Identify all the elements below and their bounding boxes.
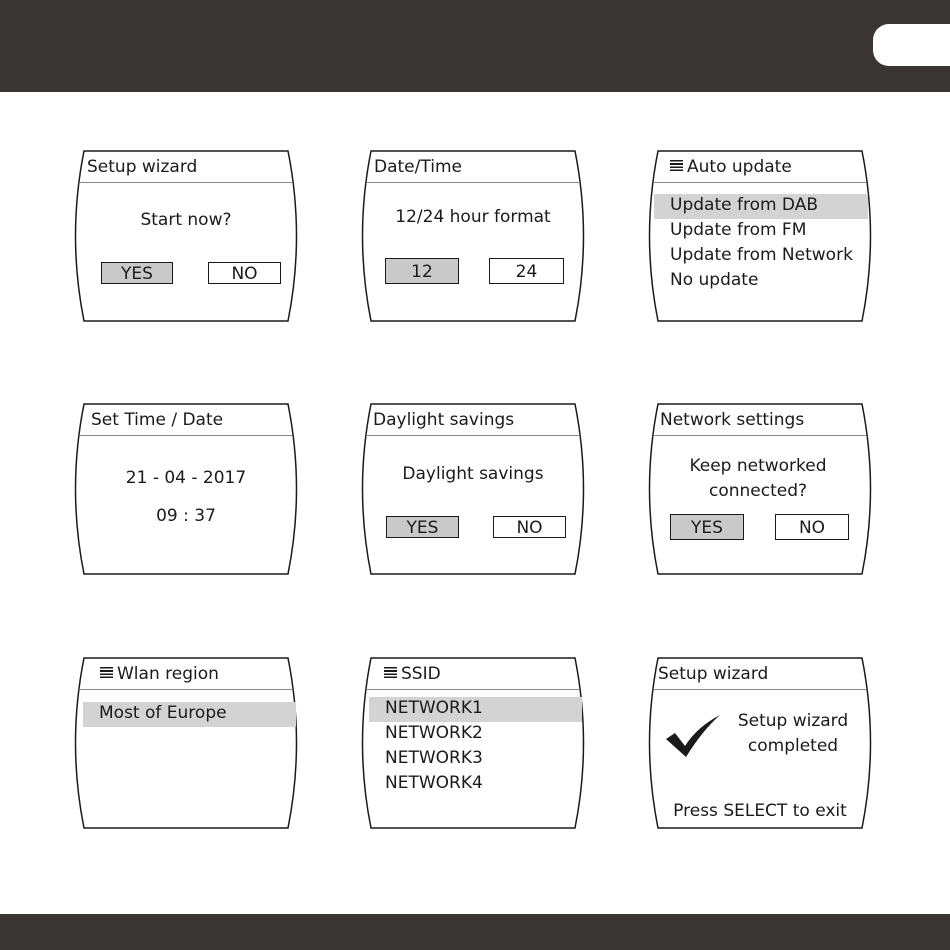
screen-ssid — [353, 657, 593, 829]
list-item-update-from-fm[interactable]: Update from FM — [670, 220, 807, 240]
screen-title-text: Auto update — [687, 157, 792, 177]
list-item-no-update[interactable]: No update — [670, 270, 759, 290]
title-divider — [80, 182, 292, 183]
time-value[interactable]: 09 : 37 — [156, 506, 216, 526]
prompt-text: Start now? — [140, 210, 232, 230]
screen-date-time-format — [353, 150, 593, 322]
title-divider — [654, 689, 866, 690]
screen-set-time-date — [66, 403, 306, 575]
title-divider — [80, 689, 292, 690]
screen-title — [670, 157, 792, 177]
prompt-text: Daylight savings — [402, 464, 544, 484]
page-tab — [873, 24, 950, 66]
screen-title: Date/Time — [374, 157, 462, 177]
update-options-list — [654, 194, 868, 294]
title-divider — [654, 182, 866, 183]
screen-wlan-region — [66, 657, 306, 829]
list-item-update-from-dab[interactable]: Update from DAB — [654, 194, 868, 219]
screen-daylight-savings — [353, 403, 593, 575]
menu-list-icon — [384, 667, 397, 678]
checkmark-icon — [664, 713, 722, 759]
screen-auto-update — [640, 150, 880, 322]
12-hour-button[interactable]: 12 — [385, 258, 459, 284]
screen-title: Network settings — [660, 410, 805, 430]
screen-title — [100, 664, 219, 684]
list-item-network3[interactable]: NETWORK3 — [385, 748, 483, 768]
exit-instruction: Press SELECT to exit — [673, 801, 847, 821]
completed-message-line-1: Setup wizard — [737, 711, 849, 731]
24-hour-button[interactable]: 24 — [489, 258, 564, 284]
list-item-network1[interactable]: NETWORK1 — [369, 697, 582, 722]
no-button[interactable]: NO — [208, 262, 281, 284]
screen-setup-wizard-completed — [640, 657, 880, 829]
screen-title: Setup wizard — [658, 664, 769, 684]
title-divider — [367, 182, 579, 183]
ssid-list — [369, 697, 582, 797]
screen-title: Setup wizard — [87, 157, 198, 177]
screen-network-settings — [640, 403, 880, 575]
completed-message-line-2: completed — [747, 736, 839, 756]
list-item-network2[interactable]: NETWORK2 — [385, 723, 483, 743]
list-item-network4[interactable]: NETWORK4 — [385, 773, 483, 793]
date-value[interactable]: 21 - 04 - 2017 — [125, 468, 247, 488]
yes-button[interactable]: YES — [670, 514, 744, 540]
screen-title: Daylight savings — [373, 410, 515, 430]
screen-title-text: SSID — [401, 664, 441, 684]
menu-list-icon — [100, 667, 113, 678]
screen-setup-wizard-start — [66, 150, 306, 322]
list-item-most-of-europe[interactable]: Most of Europe — [83, 702, 296, 727]
title-divider — [654, 435, 866, 436]
title-divider — [80, 435, 292, 436]
screen-title — [384, 664, 441, 684]
prompt-line-2: connected? — [708, 481, 808, 501]
prompt-line-1: Keep networked — [689, 456, 827, 476]
footer-bar — [0, 914, 950, 950]
prompt-text: 12/24 hour format — [395, 207, 551, 227]
header-bar — [0, 0, 950, 92]
title-divider — [367, 435, 579, 436]
screen-title-text: Wlan region — [117, 664, 219, 684]
no-button[interactable]: NO — [775, 514, 849, 540]
title-divider — [367, 689, 579, 690]
yes-button[interactable]: YES — [101, 262, 173, 284]
menu-list-icon — [670, 160, 683, 171]
region-list — [83, 702, 296, 727]
list-item-update-from-network[interactable]: Update from Network — [670, 245, 853, 265]
screen-title: Set Time / Date — [91, 410, 224, 430]
yes-button[interactable]: YES — [386, 516, 459, 538]
no-button[interactable]: NO — [493, 516, 566, 538]
